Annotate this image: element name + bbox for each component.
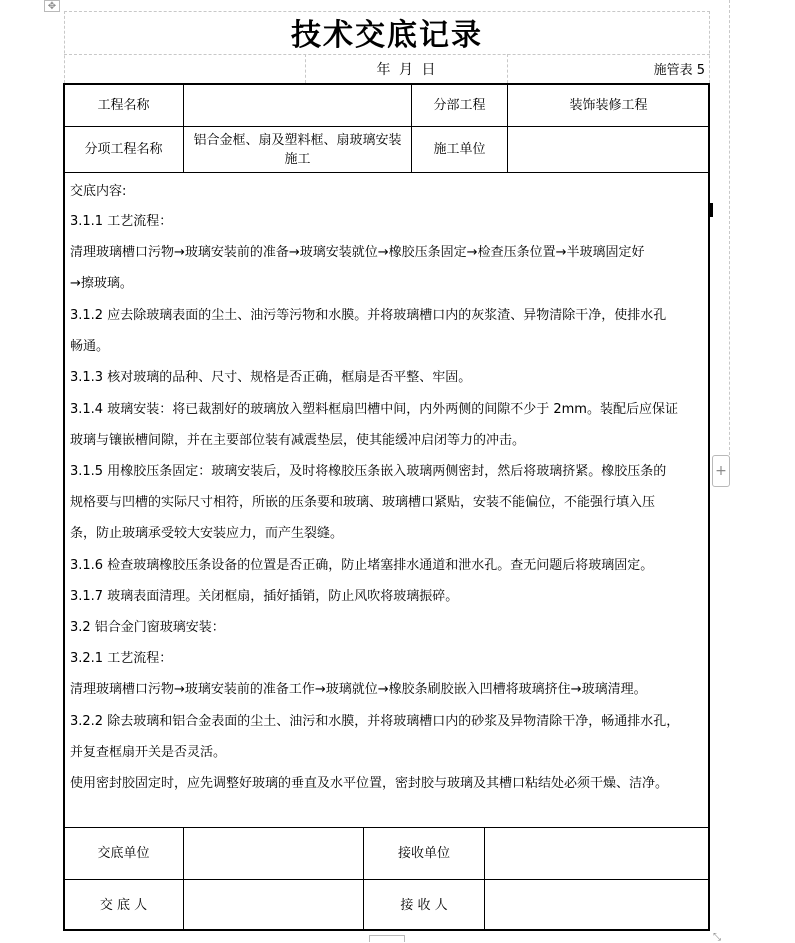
receiver-field[interactable] [485, 880, 709, 930]
date-label: 年 月 日 [376, 62, 436, 78]
content-line: 3.2.1 工艺流程： [70, 651, 173, 666]
content-line: →擦玻璃。 [70, 276, 133, 291]
subitem-label: 分项工程名称 [84, 142, 163, 157]
receiver-label: 接 收 人 [400, 897, 448, 913]
division-field[interactable]: 装饰装修工程 [569, 97, 648, 113]
handover-person-label: 交 底 人 [99, 897, 148, 913]
plus-icon[interactable]: + [712, 455, 730, 487]
content-line: 并复查框扇开关是否灵活。 [70, 745, 227, 760]
content-line: 使用密封胶固定时，应先调整好玻璃的垂直及水平位置，密封胶与玻璃及其槽口粘结处必须干燥、洁净。 [70, 776, 669, 791]
content-line: 3.1.1 工艺流程： [70, 214, 173, 229]
content-line: 3.2.2 除去玻璃和铝合金表面的尘土、油污和水膜，并将玻璃槽口内的砂浆及异物清除干净，畅通排水孔， [70, 714, 680, 729]
content-line: 畅通。 [70, 339, 110, 354]
guide-line [729, 0, 730, 460]
content-line: 3.1.2 应去除玻璃表面的尘土、油污等污物和水膜。并将玻璃槽口内的灰浆渣、异物清除干净，使排水孔 [70, 308, 667, 323]
page-title: 技术交底记录 [291, 18, 483, 53]
subitem-field[interactable]: 铝合金框、扇及塑料框、扇玻璃安装施工 [193, 132, 402, 167]
content-line: 3.1.5 用橡胶压条固定：玻璃安装后，及时将橡胶压条嵌入玻璃两侧密封，然后将玻璃挤紧。橡胶压条的 [70, 464, 667, 479]
handover-unit-label: 交底单位 [97, 846, 150, 861]
guide-line [507, 54, 508, 83]
content-line: 清理玻璃槽口污物→玻璃安装前的准备→玻璃安装就位→橡胶压条固定→检查压条位置→半玻璃固定好 [70, 245, 645, 260]
row-divider [63, 172, 710, 173]
resize-corner-icon[interactable]: ⤡ [713, 932, 721, 943]
content-line: 3.1.7 玻璃表面清理。关闭框扇，插好插销，防止风吹将玻璃振碎。 [70, 589, 459, 604]
content-heading: 交底内容: [70, 184, 127, 199]
constructor-field[interactable] [508, 127, 709, 172]
handover-unit-field[interactable] [184, 828, 363, 879]
form-number: 施管表 5 [653, 63, 705, 78]
content-line: 3.1.3 核对玻璃的品种、尺寸、规格是否正确，框扇是否平整、牢固。 [70, 370, 472, 385]
receiving-unit-label: 接收单位 [397, 846, 450, 861]
content-line: 玻璃与镶嵌槽间隙，并在主要部位装有减震垫层，使其能缓冲启闭等力的冲击。 [70, 433, 526, 448]
content-line: 3.1.6 检查玻璃橡胶压条设备的位置是否正确，防止堵塞排水通道和泄水孔。查无问题后将玻璃固定。 [70, 558, 654, 573]
division-label: 分部工程 [433, 97, 486, 113]
content-line: 清理玻璃槽口污物→玻璃安装前的准备工作→玻璃就位→橡胶条刷胶嵌入凹槽将玻璃挤住→玻璃清理。 [70, 682, 647, 697]
project-name-field[interactable] [184, 84, 411, 126]
handover-person-field[interactable] [184, 880, 363, 930]
text-cursor [710, 203, 713, 217]
content-line: 规格要与凹槽的实际尺寸相符，所嵌的压条要和玻璃、玻璃槽口紧贴，安装不能偏位，不能强行填入压 [70, 495, 656, 510]
receiving-unit-field[interactable] [485, 828, 709, 879]
content-line: 3.1.4 玻璃安装：将已裁割好的玻璃放入塑料框扇凹槽中间，内外两侧的间隙不少于 2mm。装配后应保证 [70, 402, 678, 417]
content-line: 条，防止玻璃承受较大安装应力，而产生裂缝。 [70, 526, 344, 541]
project-name-label: 工程名称 [97, 97, 150, 113]
constructor-label: 施工单位 [433, 142, 486, 157]
move-handle-icon[interactable]: ✥ [44, 0, 60, 12]
content-line: 3.2 铝合金门窗玻璃安装： [70, 620, 225, 635]
guide-line [64, 54, 710, 55]
